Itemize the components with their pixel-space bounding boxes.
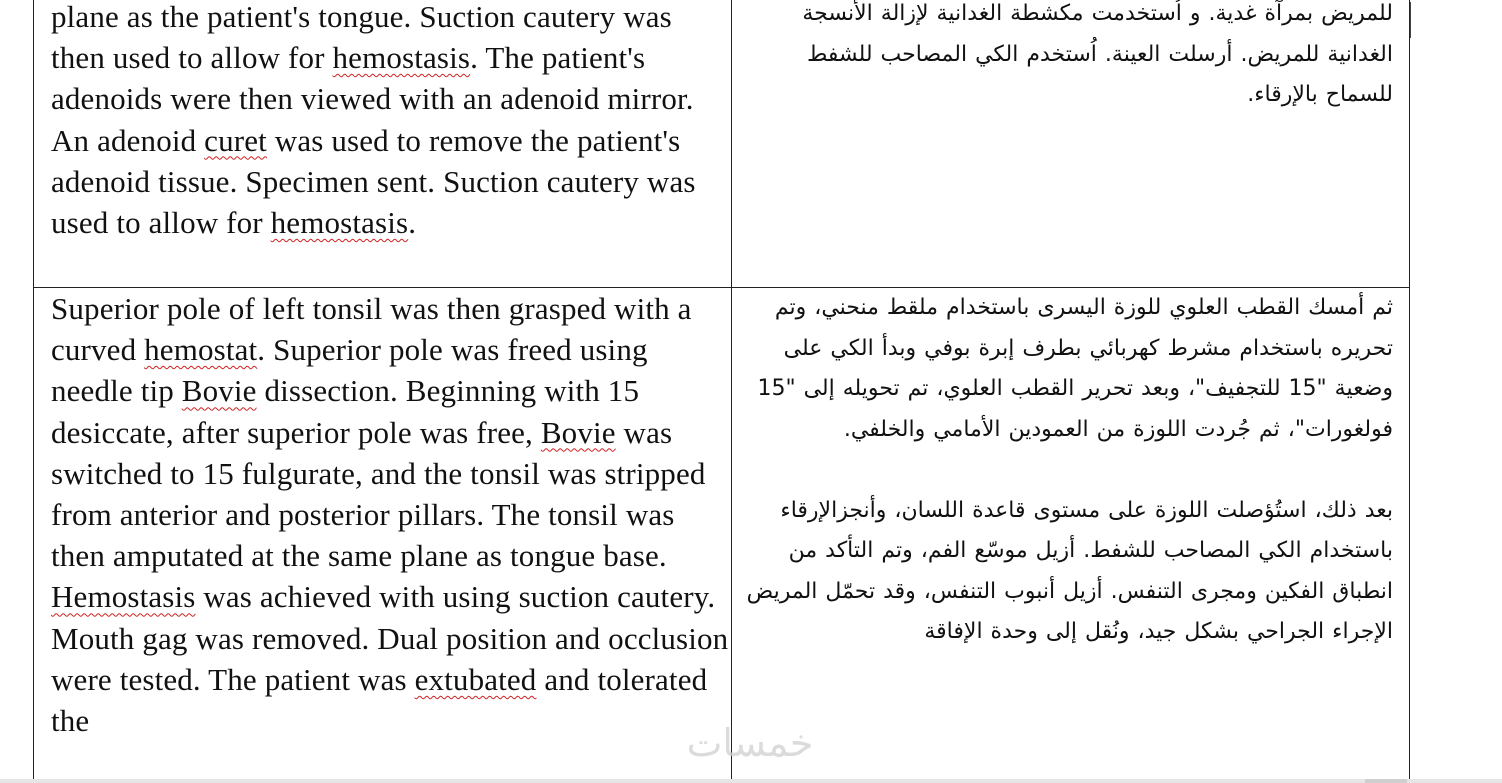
spellcheck-word: curet	[204, 122, 267, 158]
spellcheck-word: hemostasis	[270, 205, 409, 241]
text-run: .	[408, 205, 417, 241]
column-divider	[731, 0, 732, 779]
paragraph-gap	[746, 450, 1393, 491]
text-run: was achieved with using suction cautery. Mouth gag was removed. Dual position and occlusion were tested. The patient was	[51, 579, 729, 697]
arabic-cell-row-1[interactable]	[746, 0, 1393, 284]
text-run: was used to remove the patient's adenoid tissue. Specimen sent. Suction cautery was used to allow for	[51, 122, 696, 241]
arabic-paragraph: ثم أمسك القطب العلوي للوزة اليسرى باستخدام ملقط منحني، وتم تحريره باستخدام مشرط كهربائي بطرف إبرة بوفي وبدأ الكي على وضعية "15 للتجفيف"، وبعد تحرير القطب العلوي، تم تحويله إلى "15 فولغورات"، ثم جُردت اللوزة من العمودين الأمامي والخلفي.	[757, 295, 1393, 442]
text-run: was switched to 15 fulgurate, and the tonsil was stripped from anterior and posterior pillars. The tonsil was then amputated at the same plane as tongue base.	[51, 414, 706, 574]
watermark-logo: خمسات	[686, 721, 814, 765]
text-run: Superior pole of left tonsil was then grasped with a curved	[51, 291, 692, 368]
arabic-paragraph: للمريض بمرآة غدية. و اُستخدمت مكشطة الغدانية لإزالة الأنسجة الغدانية للمريض. أرسلت العينة. اُستخدم الكي المصاحب للشفط للسماح بالإرقاء.	[802, 1, 1393, 107]
text-run: plane as the patient's tongue. Suction cautery was then used to allow for	[51, 0, 672, 76]
translation-table	[33, 0, 1410, 779]
spellcheck-word: Bovie	[540, 414, 616, 450]
spellcheck-word: hemostat	[144, 332, 258, 368]
english-cell-row-2[interactable]	[51, 288, 729, 779]
spellcheck-word: Bovie	[181, 373, 257, 409]
arabic-paragraph: بعد ذلك، استُؤصلت اللوزة على مستوى قاعدة اللسان، وأنجزالإرقاء باستخدام الكي المصاحب للشفط. أزيل موسّع الفم، وتم التأكد من انطباق الفكين ومجرى التنفس. أزيل أنبوب التنفس، وقد تحمّل المريض الإجراء الجراحي بشكل جيد، ونُقل إلى وحدة الإفاقة	[746, 497, 1393, 644]
arabic-cell-row-2[interactable]	[746, 288, 1393, 779]
spellcheck-word: extubated	[414, 661, 537, 697]
scrollbar-thumb[interactable]	[1365, 779, 1407, 783]
text-cursor	[1410, 2, 1411, 38]
spellcheck-word: hemostasis	[332, 40, 471, 76]
text-run: dissection. Beginning with 15 desiccate, after superior pole was free,	[51, 373, 640, 450]
text-run: and tolerated the	[51, 661, 708, 739]
spellcheck-word: Hemostasis	[51, 579, 196, 615]
english-cell-row-1[interactable]	[51, 0, 729, 286]
horizontal-scrollbar[interactable]	[0, 779, 1502, 783]
text-run: . The patient's adenoids were then viewed with an adenoid mirror. An adenoid	[51, 40, 694, 158]
text-run: . Superior pole was freed using needle tip	[51, 332, 648, 409]
